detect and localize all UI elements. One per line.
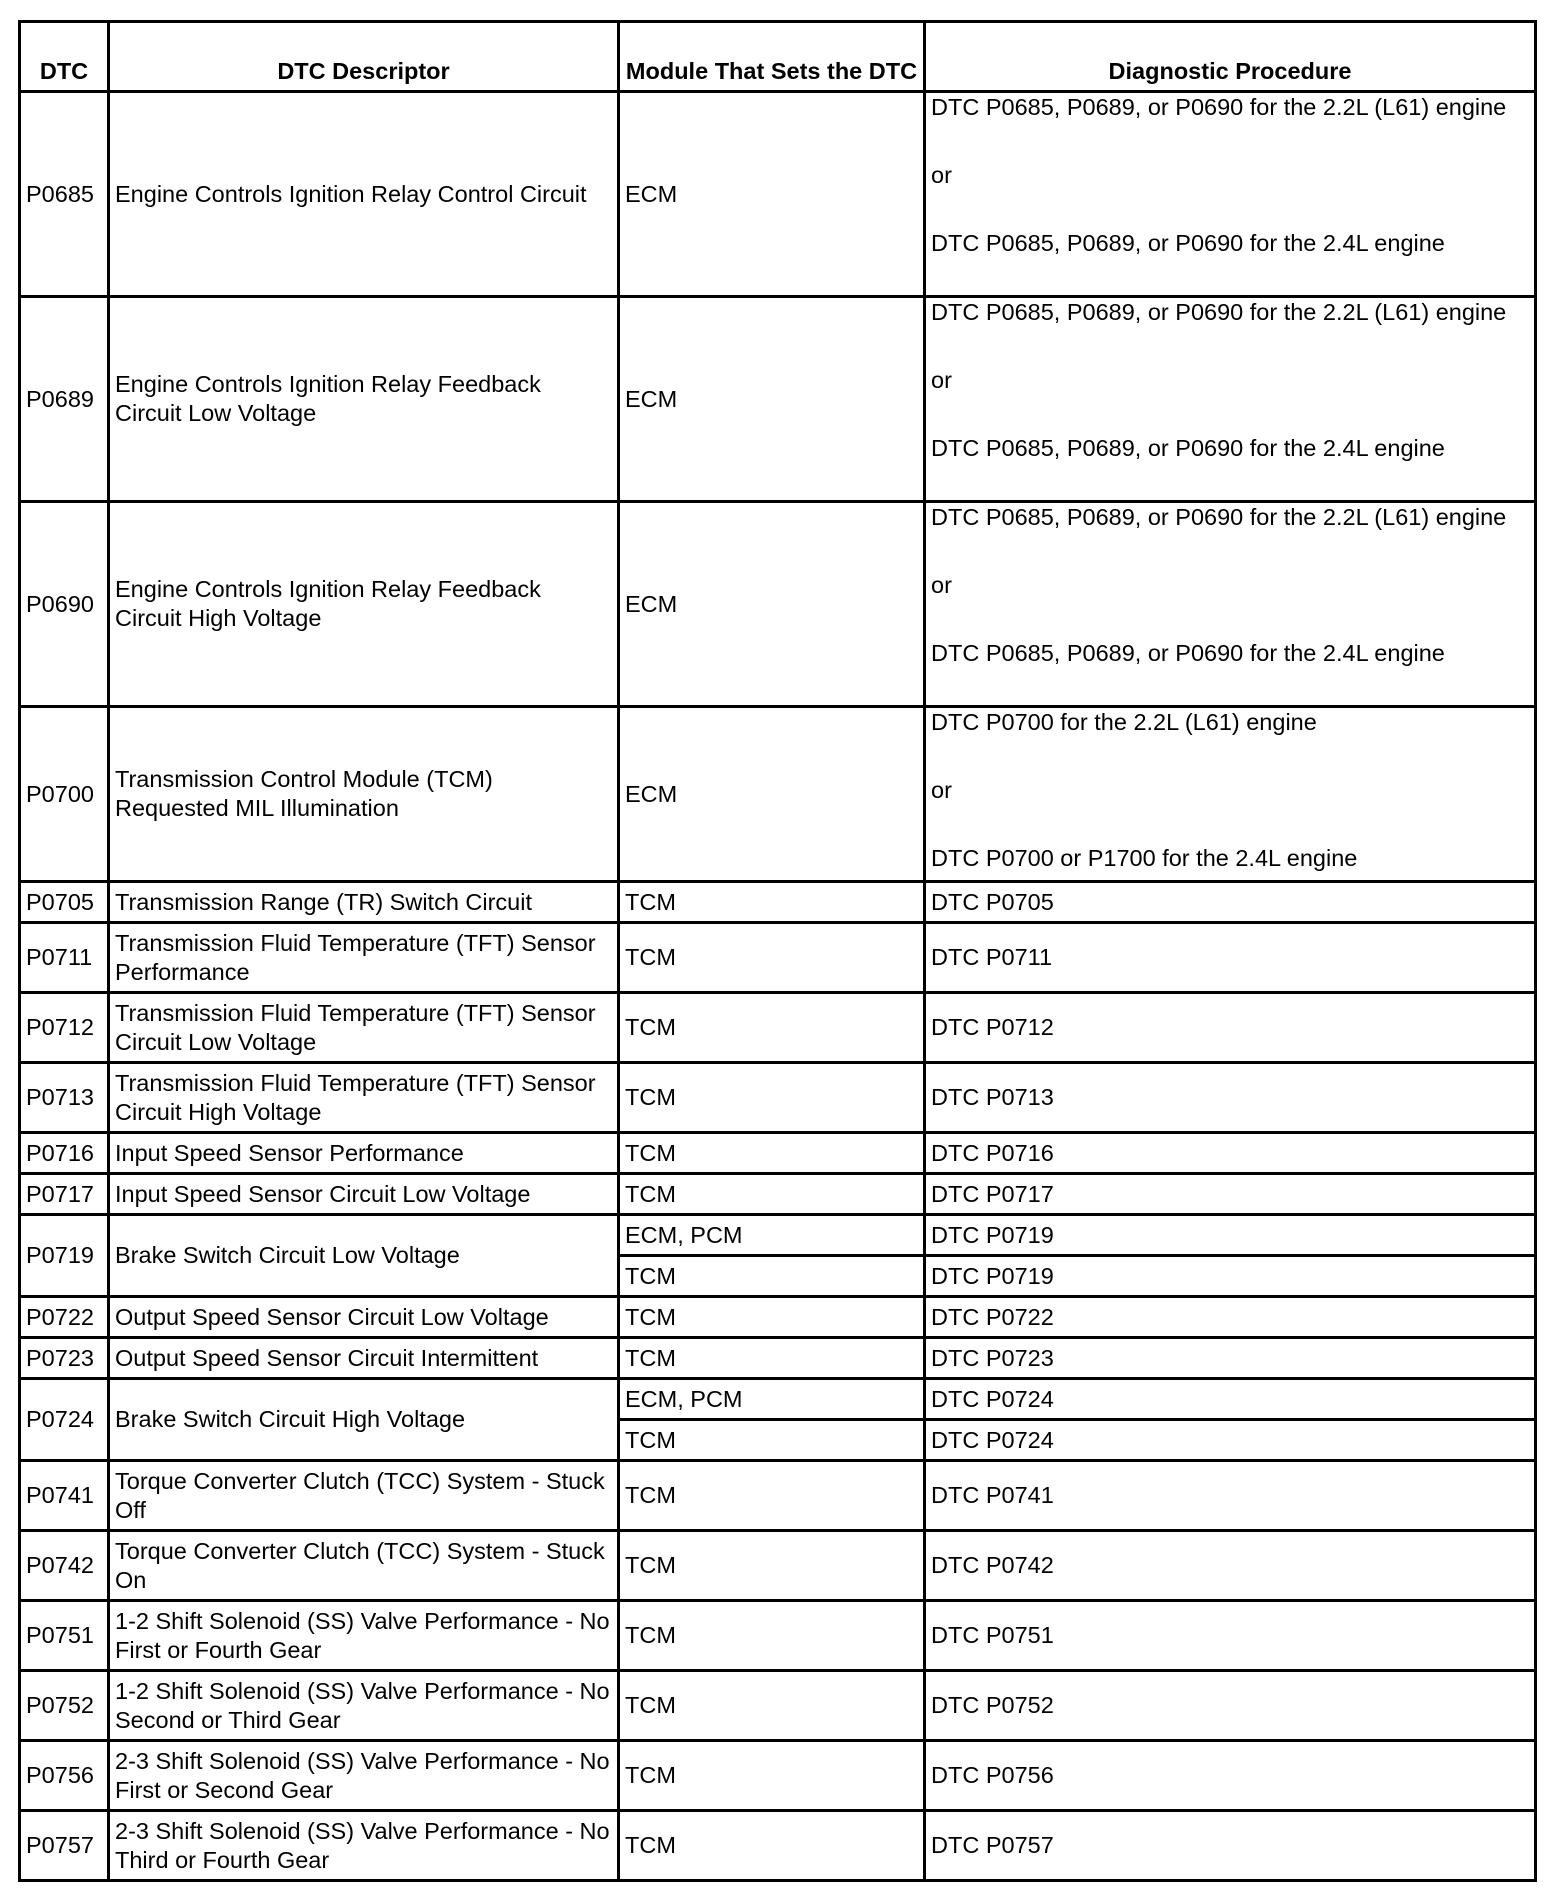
procedure-link[interactable]: DTC P0716	[925, 1133, 1536, 1174]
module-cell: TCM	[619, 1531, 925, 1601]
table-row	[20, 1297, 1536, 1338]
module-cell: TCM	[619, 1741, 925, 1811]
dtc-descriptor: Brake Switch Circuit High Voltage	[109, 1379, 619, 1461]
table-row	[20, 1338, 1536, 1379]
module-cell: TCM	[619, 1297, 925, 1338]
dtc-descriptor: Torque Converter Clutch (TCC) System - Stuck On	[109, 1531, 619, 1601]
module-cell: ECM, PCM	[619, 1379, 925, 1420]
spacer	[931, 737, 1529, 776]
dtc-descriptor: Transmission Fluid Temperature (TFT) Sensor Circuit Low Voltage	[109, 993, 619, 1063]
procedure-link[interactable]: DTC P0752	[925, 1671, 1536, 1741]
table-row	[20, 1215, 1536, 1256]
module-cell: ECM	[619, 502, 925, 707]
table-row	[20, 1811, 1536, 1881]
dtc-code: P0722	[20, 1297, 109, 1338]
table-row	[20, 502, 1536, 707]
procedure-link[interactable]: DTC P0685, P0689, or P0690 for the 2.4L engine	[931, 230, 1445, 256]
dtc-descriptor: Brake Switch Circuit Low Voltage	[109, 1215, 619, 1297]
procedure-link[interactable]: DTC P0700 for the 2.2L (L61) engine	[931, 709, 1317, 735]
dtc-code: P0689	[20, 297, 109, 502]
table-row	[20, 707, 1536, 882]
dtc-descriptor: Transmission Control Module (TCM) Requested MIL Illumination	[109, 707, 619, 882]
procedure-link[interactable]: DTC P0685, P0689, or P0690 for the 2.2L (L61) engine	[931, 504, 1507, 530]
procedure-or: or	[931, 777, 952, 803]
module-cell: TCM	[619, 1063, 925, 1133]
procedure-cell	[925, 707, 1536, 882]
dtc-descriptor: Output Speed Sensor Circuit Low Voltage	[109, 1297, 619, 1338]
procedure-link[interactable]: DTC P0742	[925, 1531, 1536, 1601]
procedure-cell	[925, 297, 1536, 502]
procedure-link[interactable]: DTC P0685, P0689, or P0690 for the 2.2L (L61) engine	[931, 299, 1507, 325]
header-dtc: DTC	[20, 22, 109, 92]
procedure-link[interactable]: DTC P0751	[925, 1601, 1536, 1671]
procedure-or: or	[931, 572, 952, 598]
module-cell: TCM	[619, 993, 925, 1063]
dtc-code: P0690	[20, 502, 109, 707]
dtc-descriptor: Input Speed Sensor Circuit Low Voltage	[109, 1174, 619, 1215]
dtc-code: P0756	[20, 1741, 109, 1811]
dtc-code: P0719	[20, 1215, 109, 1297]
spacer	[931, 532, 1529, 571]
table-row	[20, 1741, 1536, 1811]
procedure-link[interactable]: DTC P0724	[925, 1420, 1536, 1461]
module-cell: TCM	[619, 1338, 925, 1379]
dtc-descriptor: 1-2 Shift Solenoid (SS) Valve Performance - No Second or Third Gear	[109, 1671, 619, 1741]
module-cell: TCM	[619, 1601, 925, 1671]
spacer	[931, 805, 1529, 844]
procedure-cell	[925, 502, 1536, 707]
dtc-descriptor: Torque Converter Clutch (TCC) System - Stuck Off	[109, 1461, 619, 1531]
procedure-link[interactable]: DTC P0712	[925, 993, 1536, 1063]
spacer	[931, 122, 1529, 161]
dtc-code: P0700	[20, 707, 109, 882]
procedure-link[interactable]: DTC P0711	[925, 923, 1536, 993]
dtc-code: P0742	[20, 1531, 109, 1601]
dtc-code: P0757	[20, 1811, 109, 1881]
table-row	[20, 1671, 1536, 1741]
dtc-descriptor: Engine Controls Ignition Relay Feedback Circuit Low Voltage	[109, 297, 619, 502]
dtc-table	[18, 20, 1537, 1882]
dtc-descriptor: 1-2 Shift Solenoid (SS) Valve Performance - No First or Fourth Gear	[109, 1601, 619, 1671]
module-cell: TCM	[619, 1811, 925, 1881]
module-cell: ECM	[619, 707, 925, 882]
dtc-code: P0712	[20, 993, 109, 1063]
procedure-link[interactable]: DTC P0719	[925, 1215, 1536, 1256]
procedure-or: or	[931, 162, 952, 188]
procedure-link[interactable]: DTC P0719	[925, 1256, 1536, 1297]
module-cell: TCM	[619, 1174, 925, 1215]
dtc-descriptor: Transmission Fluid Temperature (TFT) Sensor Performance	[109, 923, 619, 993]
procedure-link[interactable]: DTC P0717	[925, 1174, 1536, 1215]
dtc-descriptor: Transmission Range (TR) Switch Circuit	[109, 882, 619, 923]
procedure-link[interactable]: DTC P0713	[925, 1063, 1536, 1133]
procedure-link[interactable]: DTC P0700 or P1700 for the 2.4L engine	[931, 845, 1358, 871]
dtc-code: P0716	[20, 1133, 109, 1174]
dtc-descriptor: Engine Controls Ignition Relay Feedback Circuit High Voltage	[109, 502, 619, 707]
module-cell: TCM	[619, 1256, 925, 1297]
table-row	[20, 1531, 1536, 1601]
spacer	[931, 327, 1529, 366]
dtc-descriptor: 2-3 Shift Solenoid (SS) Valve Performance - No Third or Fourth Gear	[109, 1811, 619, 1881]
table-row	[20, 1133, 1536, 1174]
dtc-code: P0713	[20, 1063, 109, 1133]
module-cell: TCM	[619, 1461, 925, 1531]
header-procedure: Diagnostic Procedure	[925, 22, 1536, 92]
dtc-descriptor: Engine Controls Ignition Relay Control Circuit	[109, 92, 619, 297]
module-cell: TCM	[619, 1671, 925, 1741]
spacer	[931, 395, 1529, 434]
module-cell: TCM	[619, 882, 925, 923]
table-row	[20, 297, 1536, 502]
table-row	[20, 1461, 1536, 1531]
dtc-code: P0685	[20, 92, 109, 297]
header-descriptor: DTC Descriptor	[109, 22, 619, 92]
table-row	[20, 993, 1536, 1063]
module-cell: ECM, PCM	[619, 1215, 925, 1256]
procedure-link[interactable]: DTC P0757	[925, 1811, 1536, 1881]
module-cell: ECM	[619, 297, 925, 502]
procedure-link[interactable]: DTC P0705	[925, 882, 1536, 923]
dtc-descriptor: Transmission Fluid Temperature (TFT) Sensor Circuit High Voltage	[109, 1063, 619, 1133]
table-row	[20, 882, 1536, 923]
dtc-code: P0741	[20, 1461, 109, 1531]
procedure-link[interactable]: DTC P0722	[925, 1297, 1536, 1338]
dtc-descriptor: Output Speed Sensor Circuit Intermittent	[109, 1338, 619, 1379]
procedure-link[interactable]: DTC P0741	[925, 1461, 1536, 1531]
dtc-code: P0752	[20, 1671, 109, 1741]
table-row	[20, 1063, 1536, 1133]
dtc-code: P0724	[20, 1379, 109, 1461]
table-row	[20, 1601, 1536, 1671]
dtc-code: P0717	[20, 1174, 109, 1215]
procedure-link[interactable]: DTC P0685, P0689, or P0690 for the 2.4L engine	[931, 435, 1445, 461]
procedure-link[interactable]: DTC P0756	[925, 1741, 1536, 1811]
procedure-or: or	[931, 367, 952, 393]
dtc-code: P0751	[20, 1601, 109, 1671]
procedure-link[interactable]: DTC P0685, P0689, or P0690 for the 2.2L (L61) engine	[931, 94, 1507, 120]
dtc-code: P0723	[20, 1338, 109, 1379]
procedure-cell	[925, 92, 1536, 297]
table-row	[20, 1379, 1536, 1420]
module-cell: TCM	[619, 923, 925, 993]
spacer	[931, 600, 1529, 639]
header-row	[20, 22, 1536, 92]
dtc-code: P0705	[20, 882, 109, 923]
header-module: Module That Sets the DTC	[619, 22, 925, 92]
module-cell: TCM	[619, 1133, 925, 1174]
dtc-code: P0711	[20, 923, 109, 993]
procedure-link[interactable]: DTC P0724	[925, 1379, 1536, 1420]
table-row	[20, 92, 1536, 297]
module-cell: ECM	[619, 92, 925, 297]
spacer	[931, 190, 1529, 229]
procedure-link[interactable]: DTC P0723	[925, 1338, 1536, 1379]
dtc-descriptor: 2-3 Shift Solenoid (SS) Valve Performance - No First or Second Gear	[109, 1741, 619, 1811]
table-row	[20, 1174, 1536, 1215]
dtc-descriptor: Input Speed Sensor Performance	[109, 1133, 619, 1174]
table-row	[20, 923, 1536, 993]
procedure-link[interactable]: DTC P0685, P0689, or P0690 for the 2.4L engine	[931, 640, 1445, 666]
module-cell: TCM	[619, 1420, 925, 1461]
